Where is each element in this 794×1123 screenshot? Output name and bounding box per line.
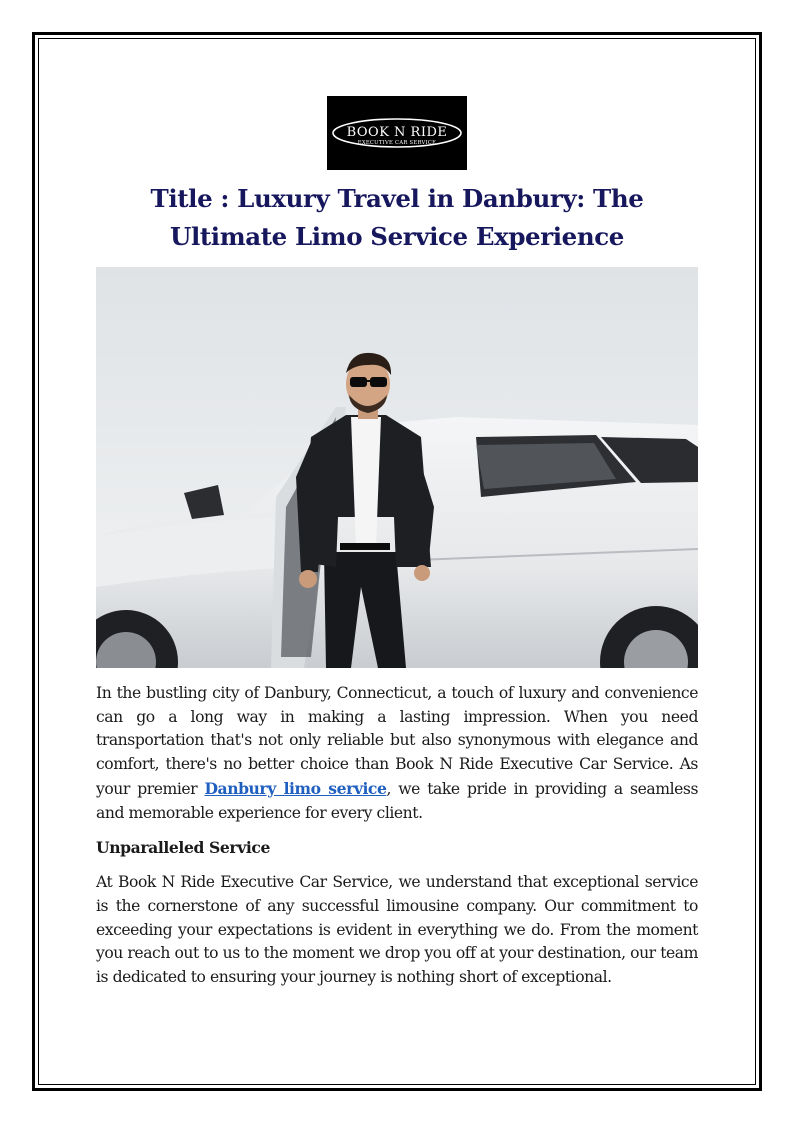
section-paragraph-unparalleled-service: At Book N Ride Executive Car Service, we understand that exceptional service is the cornerstone of any successful limousine company. Our commitment to exceeding your expectations is evident in everything we do. From the moment you reach out to us to the moment we drop you off at your destination, our team is dedicated to ensuring your journey is nothing short of exceptional. bbox=[96, 873, 698, 987]
intro-paragraph bbox=[96, 682, 698, 825]
section-heading-unparalleled-service: Unparalleled Service bbox=[96, 838, 271, 858]
page-title: Title : Luxury Travel in Danbury: The Ultimate Limo Service Experience bbox=[150, 184, 644, 251]
book-n-ride-logo bbox=[327, 96, 467, 170]
article-body bbox=[96, 682, 698, 990]
intro-text-after: , we take pride in providing a seamless and memorable experience for every client. bbox=[96, 779, 698, 822]
intro-text-before: In the bustling city of Danbury, Connecticut, a touch of luxury and convenience can go a long way in making a lasting impression. When you need transportation that's not only reliable but also synonymous with elegance and comfort, there's no better choice than Book N Ride Executive Car Service. As your premier bbox=[96, 684, 698, 798]
logo-text-sub: EXECUTIVE CAR SERVICE bbox=[357, 140, 437, 146]
danbury-limo-service-link[interactable]: Danbury limo service bbox=[204, 778, 387, 798]
hero-image-chauffeur-car bbox=[96, 267, 698, 668]
logo-text-main: BOOK N RIDE bbox=[346, 125, 448, 140]
